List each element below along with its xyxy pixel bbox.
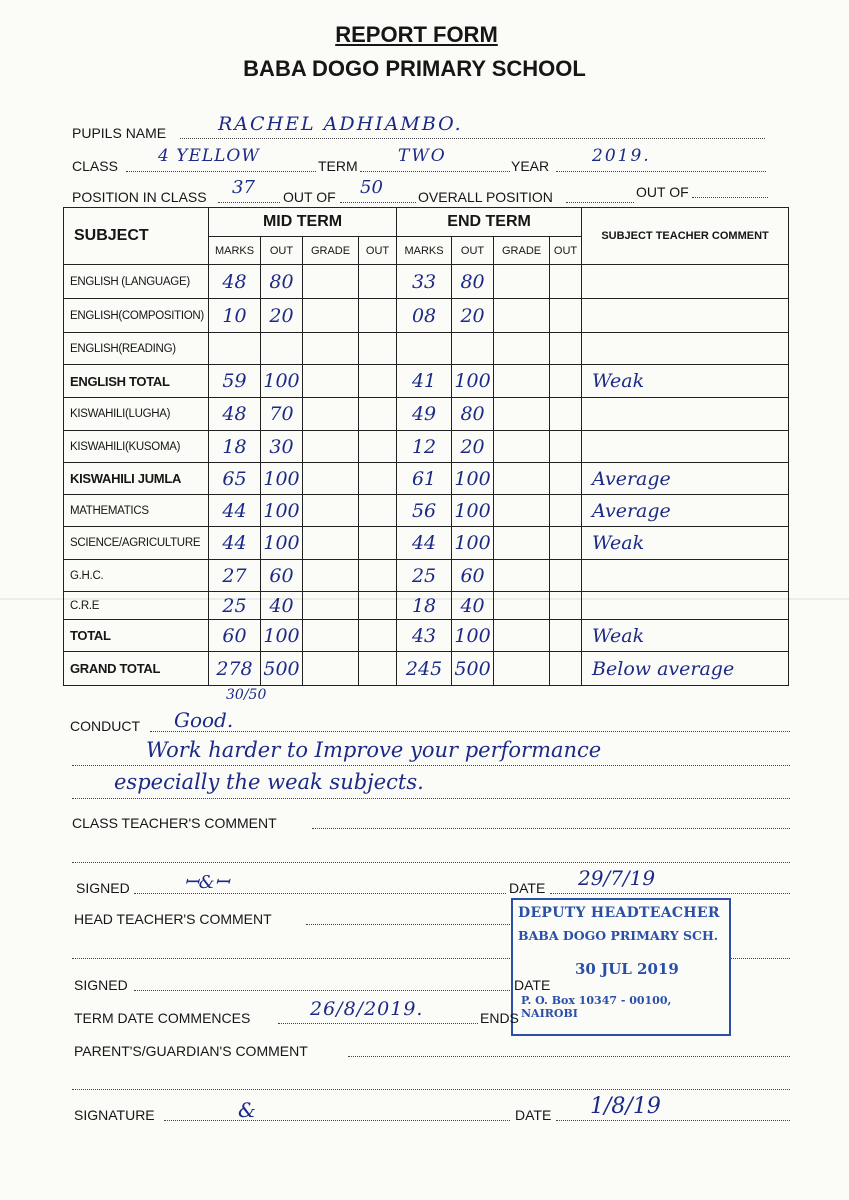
stamp-school: BABA DOGO PRIMARY SCH.: [518, 928, 719, 943]
parent-signature-line: [164, 1120, 510, 1121]
end-marks-cell: [397, 333, 452, 365]
end-out-cell: 20: [452, 299, 494, 333]
mid-grade-cell: [303, 365, 359, 398]
end-grade-cell: [494, 592, 550, 620]
end-grade-out-cell: [550, 652, 582, 686]
paper-fold: [0, 598, 849, 600]
term-commences-line: [278, 1023, 478, 1024]
mid-grade-out-cell: [359, 652, 397, 686]
out-of-value: 50: [360, 177, 383, 198]
end-grade-cell: [494, 333, 550, 365]
mid-grade-cell: [303, 560, 359, 592]
class-teacher-date: 29/7/19: [578, 866, 656, 890]
end-grade-cell: [494, 495, 550, 527]
head-teacher-signed-line: [134, 990, 510, 991]
end-marks-cell: 12: [397, 431, 452, 463]
mid-marks-cell: 48: [209, 398, 261, 431]
teacher-comment-cell: Average: [582, 495, 789, 527]
head-teacher-comment-line: [306, 924, 510, 925]
end-out-header: OUT: [452, 237, 494, 265]
teacher-comment-cell: Weak: [582, 527, 789, 560]
conduct-line: [150, 731, 790, 732]
parent-comment-line: [348, 1056, 790, 1057]
subject-cell: ENGLISH (LANGUAGE): [64, 265, 209, 299]
class-value: 4 YELLOW: [158, 146, 260, 166]
subject-cell: KISWAHILI(KUSOMA): [64, 431, 209, 463]
table-row: [64, 265, 789, 299]
mid-grade-cell: [303, 463, 359, 495]
deputy-headteacher-stamp: [511, 898, 731, 1036]
mid-marks-cell: 25: [209, 592, 261, 620]
head-teacher-comment-label: HEAD TEACHER'S COMMENT: [74, 911, 272, 927]
mid-marks-cell: 44: [209, 527, 261, 560]
mid-out-cell: [261, 333, 303, 365]
end-grade-cell: [494, 527, 550, 560]
pupil-name-value: RACHEL ADHIAMBO.: [218, 113, 463, 135]
class-teacher-signature: ꟷ&ꟷ: [184, 872, 230, 893]
table-row: [64, 365, 789, 398]
table-row: [64, 333, 789, 365]
class-teacher-date-line: [550, 893, 790, 894]
end-grade-cell: [494, 560, 550, 592]
end-grade-out-cell: [550, 560, 582, 592]
end-marks-cell: 245: [397, 652, 452, 686]
subject-cell: GRAND TOTAL: [64, 652, 209, 686]
end-grade-cell: [494, 365, 550, 398]
table-row: [64, 620, 789, 652]
mid-marks-cell: [209, 333, 261, 365]
end-grade-out-cell: [550, 463, 582, 495]
term-commences-value: 26/8/2019.: [310, 998, 424, 1020]
mid-term-header: MID TERM: [209, 208, 397, 237]
end-marks-cell: 44: [397, 527, 452, 560]
teacher-comment-cell: [582, 592, 789, 620]
teacher-comment-cell: Below average: [582, 652, 789, 686]
mid-grade-out-cell: [359, 365, 397, 398]
mid-marks-cell: 18: [209, 431, 261, 463]
mid-out-cell: 100: [261, 527, 303, 560]
end-out-cell: 100: [452, 463, 494, 495]
mid-out-cell: 70: [261, 398, 303, 431]
table-row: [64, 495, 789, 527]
end-grade-out-cell: [550, 333, 582, 365]
marks-table-body: [64, 265, 789, 686]
marks-table: [63, 207, 789, 686]
pupil-name-line: [180, 138, 765, 139]
mid-grade-cell: [303, 592, 359, 620]
end-marks-cell: 33: [397, 265, 452, 299]
subject-cell: C.R.E: [64, 592, 209, 620]
mid-marks-cell: 10: [209, 299, 261, 333]
teacher-comment-cell: Weak: [582, 620, 789, 652]
mid-out-cell: 60: [261, 560, 303, 592]
subject-header: SUBJECT: [64, 208, 209, 265]
end-grade-out-cell: [550, 527, 582, 560]
table-row: [64, 463, 789, 495]
conduct-remark-line-2: especially the weak subjects.: [114, 770, 424, 794]
mid-grade-out-cell: [359, 463, 397, 495]
subject-cell: SCIENCE/AGRICULTURE: [64, 527, 209, 560]
year-label: YEAR: [511, 158, 550, 174]
overall-position-label: OVERALL POSITION: [418, 189, 553, 205]
end-marks-cell: 41: [397, 365, 452, 398]
teacher-comment-cell: Average: [582, 463, 789, 495]
mid-marks-cell: 48: [209, 265, 261, 299]
end-term-header: END TERM: [397, 208, 582, 237]
class-teacher-signed-label: SIGNED: [76, 880, 130, 896]
mid-grade-cell: [303, 652, 359, 686]
end-grade-cell: [494, 265, 550, 299]
parent-signature-label: SIGNATURE: [74, 1107, 155, 1123]
mid-grade-cell: [303, 527, 359, 560]
overall-out-of-line: [692, 197, 768, 198]
teacher-comment-cell: [582, 398, 789, 431]
table-row: [64, 398, 789, 431]
position-value: 37: [232, 177, 255, 198]
mid-grade-out-cell: [359, 431, 397, 463]
end-out-cell: 100: [452, 527, 494, 560]
mid-grade-out-header: OUT: [359, 237, 397, 265]
subject-cell: ENGLISH(READING): [64, 333, 209, 365]
mid-grade-out-cell: [359, 560, 397, 592]
end-out-cell: 80: [452, 265, 494, 299]
end-grade-out-cell: [550, 431, 582, 463]
end-out-cell: 80: [452, 398, 494, 431]
head-teacher-date-label: DATE: [514, 977, 551, 993]
mid-marks-cell: 59: [209, 365, 261, 398]
mid-grade-cell: [303, 620, 359, 652]
mid-out-cell: 500: [261, 652, 303, 686]
mid-marks-cell: 60: [209, 620, 261, 652]
mid-marks-cell: 27: [209, 560, 261, 592]
mid-out-cell: 100: [261, 365, 303, 398]
mid-grade-header: GRADE: [303, 237, 359, 265]
term-line: [360, 171, 510, 172]
mid-out-cell: 100: [261, 463, 303, 495]
mid-grade-cell: [303, 333, 359, 365]
end-grade-cell: [494, 398, 550, 431]
end-marks-cell: 49: [397, 398, 452, 431]
class-teacher-date-label: DATE: [509, 880, 546, 896]
subject-cell: ENGLISH TOTAL: [64, 365, 209, 398]
mid-out-cell: 100: [261, 620, 303, 652]
head-teacher-signed-label: SIGNED: [74, 977, 128, 993]
parent-date: 1/8/19: [590, 1094, 661, 1119]
end-marks-cell: 56: [397, 495, 452, 527]
end-grade-out-header: OUT: [550, 237, 582, 265]
end-out-cell: 100: [452, 495, 494, 527]
form-title: REPORT FORM: [335, 22, 498, 47]
subject-cell: G.H.C.: [64, 560, 209, 592]
mid-out-header: OUT: [261, 237, 303, 265]
subject-cell: KISWAHILI(LUGHA): [64, 398, 209, 431]
mid-grade-cell: [303, 495, 359, 527]
end-out-cell: 20: [452, 431, 494, 463]
mid-grade-out-cell: [359, 527, 397, 560]
class-teacher-comment-line: [312, 828, 790, 829]
end-marks-header: MARKS: [397, 237, 452, 265]
end-grade-cell: [494, 463, 550, 495]
class-line: [126, 171, 316, 172]
stamp-title: DEPUTY HEADTEACHER: [518, 905, 720, 921]
mid-grade-out-cell: [359, 299, 397, 333]
conduct-line-2: [72, 765, 790, 766]
end-grade-cell: [494, 299, 550, 333]
class-teacher-comment-line-2: [72, 862, 790, 863]
end-marks-cell: 43: [397, 620, 452, 652]
term-label: TERM: [318, 158, 358, 174]
mid-grade-cell: [303, 398, 359, 431]
end-marks-cell: 18: [397, 592, 452, 620]
end-out-cell: 40: [452, 592, 494, 620]
end-marks-cell: 08: [397, 299, 452, 333]
school-name: BABA DOGO PRIMARY SCHOOL: [243, 56, 586, 81]
subject-cell: ENGLISH(COMPOSITION): [64, 299, 209, 333]
stamp-address: P. O. Box 10347 - 00100, NAIROBI: [521, 994, 672, 1020]
end-marks-cell: 25: [397, 560, 452, 592]
pupil-name-label: PUPILS NAME: [72, 125, 167, 141]
end-grade-header: GRADE: [494, 237, 550, 265]
table-row: [64, 652, 789, 686]
end-out-cell: 100: [452, 365, 494, 398]
mid-grade-out-cell: [359, 398, 397, 431]
table-row: [64, 431, 789, 463]
end-out-cell: 500: [452, 652, 494, 686]
teacher-comment-cell: [582, 333, 789, 365]
class-label: CLASS: [72, 158, 118, 174]
conduct-label: CONDUCT: [70, 718, 140, 734]
mid-grade-out-cell: [359, 265, 397, 299]
mid-grade-out-cell: [359, 333, 397, 365]
mid-out-cell: 30: [261, 431, 303, 463]
end-grade-cell: [494, 431, 550, 463]
teacher-comment-cell: [582, 299, 789, 333]
year-line: [556, 171, 766, 172]
mid-out-cell: 40: [261, 592, 303, 620]
mid-marks-cell: 44: [209, 495, 261, 527]
mid-out-cell: 80: [261, 265, 303, 299]
term-ends-label: ENDS: [480, 1010, 519, 1026]
head-teacher-comment-line-2: [72, 958, 510, 959]
out-of-line: [340, 202, 416, 203]
table-row: [64, 560, 789, 592]
end-grade-out-cell: [550, 365, 582, 398]
parent-comment-label: PARENT'S/GUARDIAN'S COMMENT: [74, 1043, 308, 1059]
subject-cell: TOTAL: [64, 620, 209, 652]
mid-grade-out-cell: [359, 495, 397, 527]
end-out-cell: 100: [452, 620, 494, 652]
teacher-comment-header: SUBJECT TEACHER COMMENT: [582, 208, 789, 265]
end-out-cell: [452, 333, 494, 365]
table-row: [64, 592, 789, 620]
end-grade-cell: [494, 620, 550, 652]
conduct-remark-line-1: Work harder to Improve your performance: [146, 738, 602, 762]
parent-date-line: [556, 1120, 790, 1121]
term-commences-label: TERM DATE COMMENCES: [74, 1010, 251, 1026]
parent-comment-line-2: [72, 1089, 790, 1090]
teacher-comment-cell: [582, 431, 789, 463]
end-grade-out-cell: [550, 265, 582, 299]
end-grade-out-cell: [550, 620, 582, 652]
mid-grade-cell: [303, 299, 359, 333]
class-teacher-comment-label: CLASS TEACHER'S COMMENT: [72, 815, 277, 831]
mid-grade-cell: [303, 265, 359, 299]
overall-position-line: [566, 202, 634, 203]
mid-marks-header: MARKS: [209, 237, 261, 265]
end-grade-out-cell: [550, 592, 582, 620]
out-of-label: OUT OF: [283, 189, 336, 205]
end-grade-cell: [494, 652, 550, 686]
conduct-value: Good.: [174, 708, 234, 732]
parent-date-label: DATE: [515, 1107, 552, 1123]
mid-out-cell: 20: [261, 299, 303, 333]
mid-marks-cell: 65: [209, 463, 261, 495]
mid-grade-cell: [303, 431, 359, 463]
teacher-comment-cell: [582, 265, 789, 299]
year-value: 2019.: [592, 146, 651, 166]
end-out-cell: 60: [452, 560, 494, 592]
teacher-comment-cell: Weak: [582, 365, 789, 398]
head-teacher-comment-line-2b: [730, 958, 790, 959]
mid-grade-out-cell: [359, 592, 397, 620]
conduct-score-note: 30/50: [226, 687, 267, 703]
table-row: [64, 527, 789, 560]
subject-cell: MATHEMATICS: [64, 495, 209, 527]
end-grade-out-cell: [550, 398, 582, 431]
end-grade-out-cell: [550, 495, 582, 527]
mid-out-cell: 100: [261, 495, 303, 527]
end-marks-cell: 61: [397, 463, 452, 495]
teacher-comment-cell: [582, 560, 789, 592]
overall-out-of-label: OUT OF: [636, 184, 689, 200]
end-grade-out-cell: [550, 299, 582, 333]
term-value: TWO: [398, 146, 447, 166]
stamp-date: 30 JUL 2019: [575, 960, 679, 978]
table-row: [64, 299, 789, 333]
position-label: POSITION IN CLASS: [72, 189, 207, 205]
position-line: [218, 202, 280, 203]
mid-grade-out-cell: [359, 620, 397, 652]
subject-cell: KISWAHILI JUMLA: [64, 463, 209, 495]
parent-signature: &: [238, 1098, 256, 1122]
conduct-line-3: [72, 798, 790, 799]
mid-marks-cell: 278: [209, 652, 261, 686]
